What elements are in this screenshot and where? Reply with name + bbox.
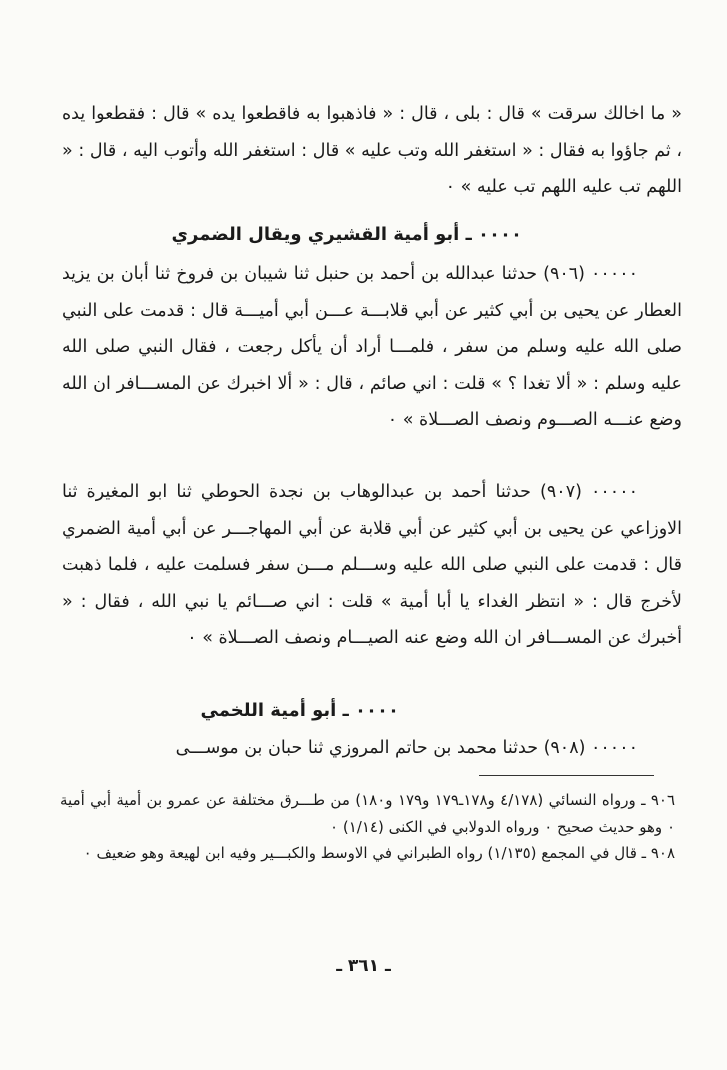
footnote-906: ٩٠٦ ـ ورواه النسائي (٤/١٧٨ و١٧٨ـ١٧٩ و١٧٩ و١٨٠) من طـــرق مختلفة عن عمرو بن أمية أبي أمية ٠ وهو حديث صحيح ٠ ورواه الدولابي في الكنى (١/١٤) ٠	[60, 791, 676, 836]
paragraph-text: ٠٠٠٠٠ (٩٠٨) حدثنا محمد بن حاتم المروزي ثنا حبان بن موســـى	[175, 738, 638, 758]
paragraph-text: « ما اخالك سرقت » قال : بلى ، قال : « فاذهبوا به فاقطعوا يده » قال : فقطعوا يده ، ثم جاؤوا به فقال : « استغفر الله وتب عليه » قال : استغفر الله وأتوب اليه ، قال : « اللهم تب عليه اللهم تب عليه » ٠	[62, 104, 682, 197]
hadith-908	[62, 730, 682, 767]
footnote-separator	[479, 775, 654, 776]
paragraph-text: ٠٠٠٠٠ (٩٠٧) حدثنا أحمد بن عبدالوهاب بن نجدة الحوطي ثنا ابو المغيرة ثنا الاوزاعي عن يحيى بن أبي كثير عن أبي قلابة عن أبي المهاجـــر عن أبي أمية الضمري قال : قدمت على النبي صلى الله عليه وســـلم مـــن سفر فسلمت عليه ، فلما ذهبت لأخرج قال : « انتظر الغداء يا أبا أمية » قلت : اني صـــائم يا نبي الله ، فقال : « أخبرك عن المســـافر ان الله وضع عنه الصيـــام ونصف الصـــلاة » ٠	[62, 482, 682, 648]
page-number: ـ ٣٦١ ـ	[336, 956, 391, 976]
footnotes	[60, 787, 675, 867]
hadith-906	[62, 256, 682, 439]
section-heading-abu-umayya-lakhmi: ٠٠٠٠ ـ أبو أمية اللخمي	[200, 700, 399, 721]
footnote-908: ٩٠٨ ـ قال في المجمع (١/١٣٥) رواه الطبراني في الاوسط والكبـــير وفيه ابن لهيعة وهو ضعيف ٠	[83, 844, 675, 862]
paragraph-text: ٠٠٠٠٠ (٩٠٦) حدثنا عبدالله بن أحمد بن حنبل ثنا شيبان بن فروخ ثنا أبان بن يزيد العطار عن يحيى بن أبي كثير عن أبي قلابـــة عـــن أبي أميـــة قال : قدمت على النبي صلى الله عليه وسلم من سفر ، فلمـــا أراد أن يأكل رجعت ، فقال النبي صلى الله عليه وسلم : « ألا تغدا ؟ » قلت : اني صائم ، قال : « ألا اخبرك عن المســـافر ان الله وضع عنـــه الصـــوم ونصف الصـــلاة » ٠	[62, 264, 682, 430]
paragraph-continuation	[62, 96, 682, 206]
hadith-907	[62, 474, 682, 657]
section-heading-abu-umayya-qushayri: ٠٠٠٠ ـ أبو أمية القشيري ويقال الضمري	[171, 224, 522, 245]
